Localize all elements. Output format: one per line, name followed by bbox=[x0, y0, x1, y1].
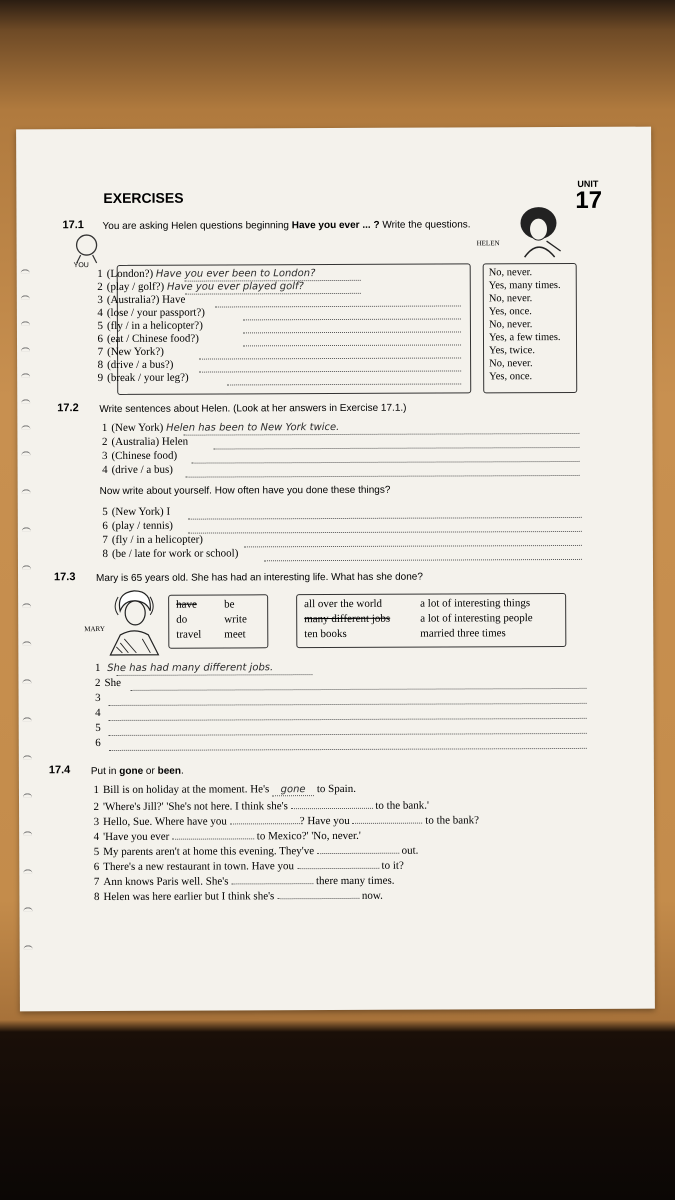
binding-mark bbox=[22, 679, 31, 683]
mary-row-1: 1 She has had many different jobs. bbox=[94, 662, 274, 675]
sentence-answer-1[interactable]: Helen has been to New York twice. bbox=[166, 421, 340, 434]
binding-mark bbox=[22, 603, 31, 607]
binding-mark bbox=[23, 907, 32, 911]
phrase-item: ten books bbox=[304, 627, 347, 641]
answer-line[interactable] bbox=[188, 517, 582, 520]
mary-answer-1[interactable]: She has had many different jobs. bbox=[107, 662, 274, 674]
helen-answer: No, never. bbox=[488, 267, 533, 279]
question-row-9: 9 (break / your leg?) bbox=[97, 371, 189, 385]
gap-blank[interactable] bbox=[291, 798, 373, 809]
binding-mark bbox=[22, 489, 31, 493]
answer-line[interactable] bbox=[109, 733, 587, 736]
helen-answer: No, never. bbox=[489, 358, 533, 370]
verb-item: have bbox=[176, 598, 197, 611]
gap-blank[interactable] bbox=[297, 858, 379, 869]
mary-row-6: 6 bbox=[95, 737, 101, 750]
exercise-instruction: Mary is 65 years old. She has had an interesting life. What has she done? bbox=[96, 571, 423, 585]
gap-blank[interactable] bbox=[352, 813, 422, 824]
exercise-number: 17.3 bbox=[54, 571, 76, 584]
helen-answer: No, never. bbox=[488, 293, 533, 305]
answer-1[interactable]: Have you ever been to London? bbox=[155, 268, 316, 280]
question-row-5: 5 (fly / in a helicopter?) bbox=[97, 319, 203, 333]
sentence-row-2: 2 (Australia) Helen bbox=[101, 435, 189, 449]
sentence-row-4: 4 (drive / a bus) bbox=[102, 463, 173, 477]
answer-line[interactable] bbox=[131, 688, 587, 691]
binding-mark bbox=[22, 527, 31, 531]
binding-mark bbox=[21, 399, 30, 403]
verb-item: write bbox=[224, 613, 247, 626]
binding-mark bbox=[23, 793, 32, 797]
answer-line[interactable] bbox=[109, 703, 587, 706]
gap-blank[interactable] bbox=[172, 828, 254, 839]
answer-line[interactable] bbox=[213, 447, 579, 450]
sentence-row-6: 6 (play / tennis) bbox=[102, 519, 173, 533]
answer-line[interactable] bbox=[109, 718, 587, 721]
question-row-2: 2 (play / golf?) Have you ever played golf? bbox=[97, 280, 304, 294]
page-title: EXERCISES bbox=[103, 189, 184, 207]
helen-answer: Yes, a few times. bbox=[488, 332, 561, 344]
gap-blank[interactable] bbox=[277, 888, 359, 899]
helen-answer: Yes, once. bbox=[489, 371, 533, 383]
answer-2[interactable]: Have you ever played golf? bbox=[166, 281, 304, 293]
exercise-number: 17.1 bbox=[62, 219, 84, 232]
binding-mark bbox=[23, 831, 32, 835]
workbook-page bbox=[16, 127, 655, 1012]
phrase-item: all over the world bbox=[304, 597, 383, 611]
exercise-instruction: Write sentences about Helen. (Look at her answers in Exercise 17.1.) bbox=[99, 402, 407, 416]
answer-line[interactable] bbox=[244, 545, 582, 547]
helen-label: HELEN bbox=[476, 239, 500, 248]
sentence-row-1: 1 (New York) Helen has been to New York twice. bbox=[101, 421, 340, 435]
gap-blank[interactable] bbox=[317, 843, 399, 854]
binding-mark bbox=[21, 347, 30, 351]
answer-line[interactable] bbox=[116, 674, 312, 676]
answer-line[interactable] bbox=[186, 475, 580, 478]
binding-mark bbox=[21, 321, 30, 325]
phrase-item: married three times bbox=[420, 627, 506, 640]
binding-mark bbox=[21, 425, 30, 429]
question-row-7: 7 (New York?) bbox=[97, 345, 164, 359]
exercise-instruction: Put in gone or been. bbox=[90, 765, 184, 778]
answer-line[interactable] bbox=[192, 461, 580, 464]
gap-row-6: 6 There's a new restaurant in town. Have you to it? bbox=[93, 859, 404, 874]
sentence-row-7: 7 (fly / in a helicopter) bbox=[102, 533, 203, 547]
binding-mark bbox=[21, 269, 30, 273]
gap-answer-1[interactable]: gone bbox=[272, 784, 314, 796]
answer-line[interactable] bbox=[109, 748, 587, 751]
unit-label: UNIT bbox=[577, 178, 599, 189]
binding-mark bbox=[23, 717, 32, 721]
question-row-8: 8 (drive / a bus?) bbox=[97, 358, 174, 372]
phrase-item: many different jobs bbox=[304, 612, 391, 626]
mary-row-2: 2 She bbox=[94, 676, 122, 690]
verb-item: travel bbox=[176, 628, 202, 641]
phrase-item: a lot of interesting people bbox=[420, 612, 533, 625]
sentence-row-5: 5 (New York) I bbox=[102, 505, 171, 519]
binding-mark bbox=[22, 641, 31, 645]
mary-row-3: 3 bbox=[95, 692, 101, 705]
you-label: YOU bbox=[73, 262, 89, 270]
answer-line[interactable] bbox=[264, 559, 582, 561]
gap-row-5: 5 My parents aren't at home this evening. They've out. bbox=[93, 844, 419, 859]
mary-row-4: 4 bbox=[95, 707, 101, 720]
mary-row-5: 5 bbox=[95, 722, 101, 735]
binding-mark bbox=[23, 755, 32, 759]
unit-number: 17 bbox=[575, 186, 603, 214]
binding-mark bbox=[23, 869, 32, 873]
phrase-item: a lot of interesting things bbox=[420, 597, 531, 610]
gap-row-1: 1 Bill is on holiday at the moment. He's gone to Spain. bbox=[93, 782, 356, 797]
verb-item: be bbox=[224, 598, 235, 611]
binding-mark bbox=[21, 295, 30, 299]
exercise-instruction-2: Now write about yourself. How often have you done these things? bbox=[99, 484, 391, 498]
exercise-number: 17.4 bbox=[48, 764, 71, 777]
gap-row-7: 7 Ann knows Paris well. She's there many times. bbox=[93, 874, 395, 889]
question-row-1: 1 (London?) Have you ever been to London? bbox=[97, 267, 316, 281]
binding-mark bbox=[22, 565, 31, 569]
helen-answer: No, never. bbox=[488, 319, 533, 331]
question-row-4: 4 (lose / your passport?) bbox=[97, 306, 205, 320]
helen-portrait-icon bbox=[510, 201, 568, 259]
helen-answer: Yes, once. bbox=[488, 306, 532, 318]
question-row-3: 3 (Australia?) Have bbox=[97, 293, 186, 307]
gap-row-8: 8 Helen was here earlier but I think she's now. bbox=[93, 889, 383, 904]
exercise-instruction: You are asking Helen questions beginning Have you ever ... ? Write the questions. bbox=[102, 219, 471, 233]
gap-blank[interactable] bbox=[230, 813, 300, 824]
binding-mark bbox=[21, 373, 30, 377]
binding-mark bbox=[24, 945, 33, 949]
exercise-number: 17.2 bbox=[57, 402, 79, 415]
gap-blank[interactable] bbox=[231, 873, 313, 884]
answer-line[interactable] bbox=[188, 531, 582, 534]
sentence-row-8: 8 (be / late for work or school) bbox=[102, 547, 239, 561]
verb-item: meet bbox=[224, 628, 246, 641]
mary-label: MARY bbox=[84, 625, 105, 634]
question-row-6: 6 (eat / Chinese food?) bbox=[97, 332, 199, 346]
binding-mark bbox=[21, 451, 30, 455]
verb-item: do bbox=[176, 613, 188, 626]
mary-portrait-icon bbox=[106, 587, 160, 657]
gap-row-4: 4 'Have you ever to Mexico?' 'No, never.' bbox=[93, 829, 361, 844]
helen-answer: Yes, twice. bbox=[489, 345, 535, 357]
helen-answer: Yes, many times. bbox=[488, 280, 561, 292]
gap-row-3: 3 Hello, Sue. Where have you ? Have you to the bank? bbox=[93, 814, 480, 829]
gap-row-2: 2 'Where's Jill?' 'She's not here. I think she's to the bank.' bbox=[93, 799, 429, 814]
sentence-row-3: 3 (Chinese food) bbox=[101, 449, 178, 463]
